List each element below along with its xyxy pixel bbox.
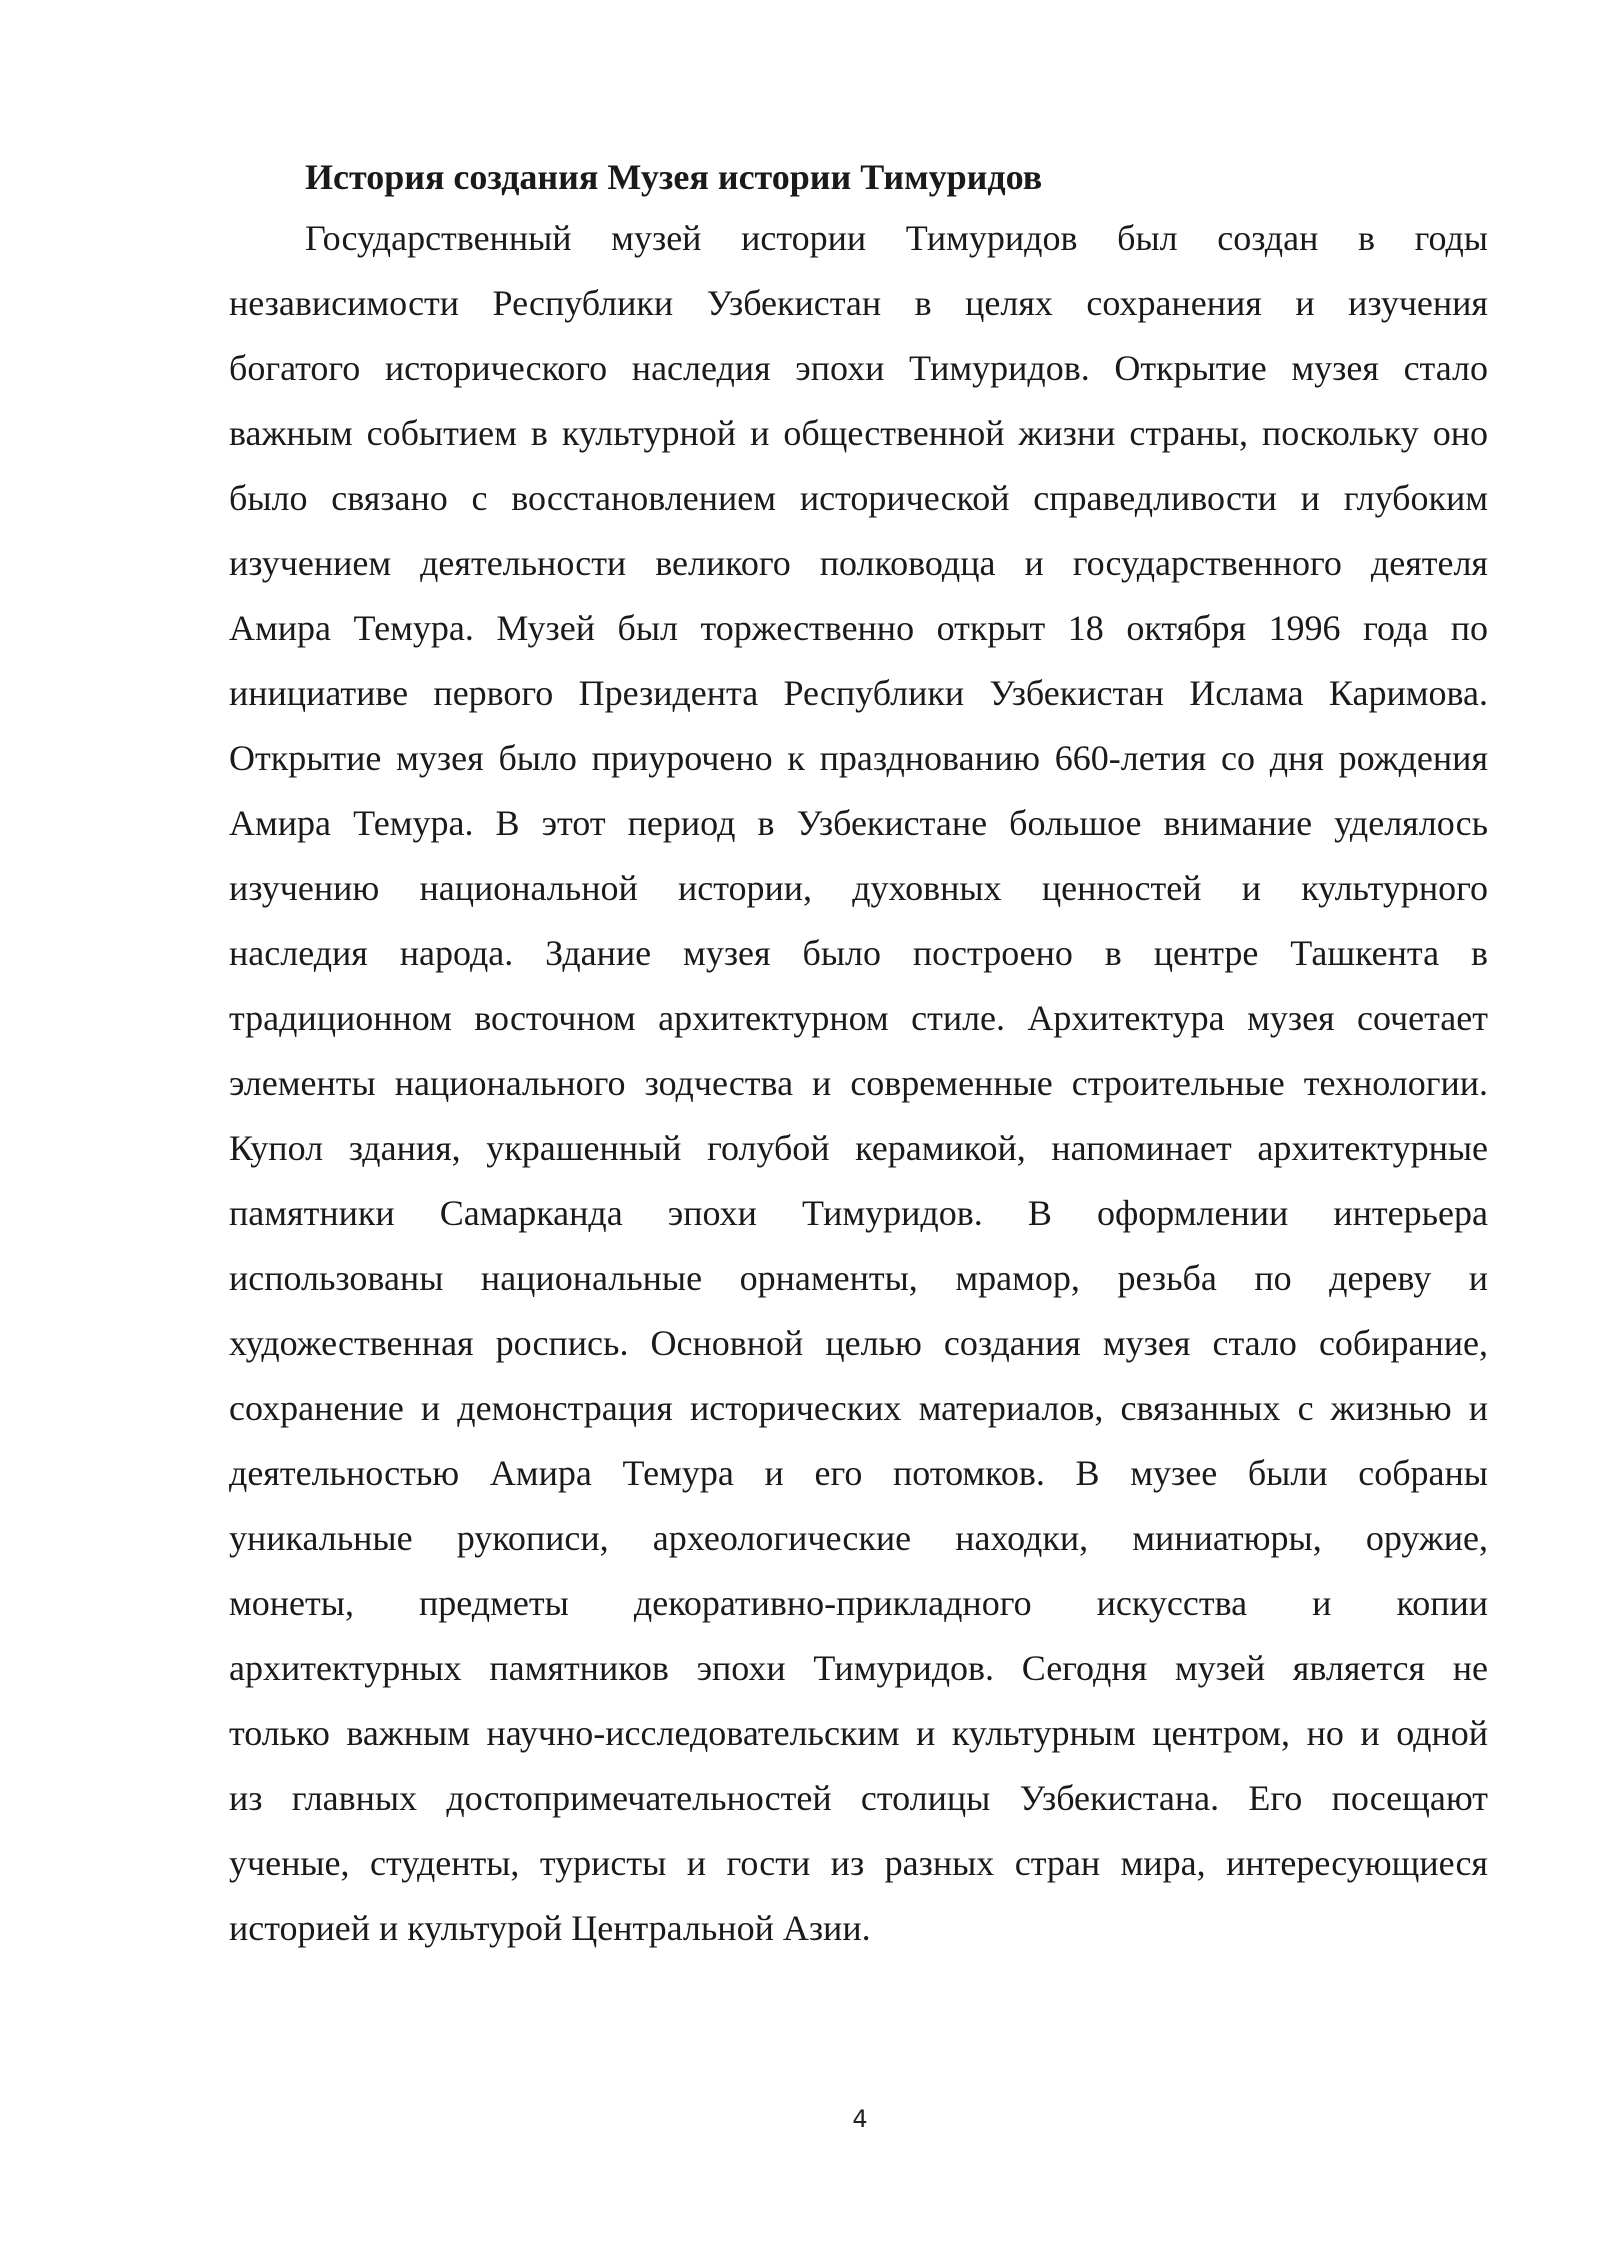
paragraph-line: наследия народа. Здание музея было построено в центре Ташкента в	[229, 933, 1488, 973]
paragraph-line: историей и культурой Центральной Азии.	[229, 1908, 871, 1948]
paragraph-line: памятники Самарканда эпохи Тимуридов. В оформлении интерьера	[229, 1193, 1488, 1233]
paragraph-line: из главных достопримечательностей столицы Узбекистана. Его посещают	[229, 1778, 1488, 1818]
paragraph-line: изучением деятельности великого полководца и государственного деятеля	[229, 543, 1488, 583]
paragraph-line: Открытие музея было приурочено к празднованию 660-летия со дня рождения	[229, 738, 1488, 778]
paragraph-line: традиционном восточном архитектурном стиле. Архитектура музея сочетает	[229, 998, 1488, 1038]
paragraph-line: богатого исторического наследия эпохи Тимуридов. Открытие музея стало	[229, 348, 1488, 388]
paragraph-line: монеты, предметы декоративно-прикладного искусства и копии	[229, 1583, 1488, 1623]
document-content	[229, 148, 1488, 1961]
paragraph-line: только важным научно-исследовательским и культурным центром, но и одной	[229, 1713, 1488, 1753]
paragraph-line: использованы национальные орнаменты, мрамор, резьба по дереву и	[229, 1258, 1488, 1298]
paragraph-line: изучению национальной истории, духовных ценностей и культурного	[229, 868, 1488, 908]
paragraph-line: архитектурных памятников эпохи Тимуридов. Сегодня музей является не	[229, 1648, 1488, 1688]
body-paragraph	[229, 206, 1488, 1961]
paragraph-line: сохранение и демонстрация исторических материалов, связанных с жизнью и	[229, 1388, 1488, 1428]
paragraph-line: Амира Темура. Музей был торжественно открыт 18 октября 1996 года по	[229, 608, 1488, 648]
paragraph-line: художественная роспись. Основной целью создания музея стало собирание,	[229, 1323, 1488, 1363]
paragraph-line: было связано с восстановлением исторической справедливости и глубоким	[229, 478, 1488, 518]
paragraph-line: Государственный музей истории Тимуридов был создан в годы	[305, 218, 1488, 258]
paragraph-line: ученые, студенты, туристы и гости из разных стран мира, интересующиеся	[229, 1843, 1488, 1883]
paragraph-line: элементы национального зодчества и современные строительные технологии.	[229, 1063, 1488, 1103]
paragraph-line: уникальные рукописи, археологические находки, миниатюры, оружие,	[229, 1518, 1488, 1558]
paragraph-line: Амира Темура. В этот период в Узбекистане большое внимание уделялось	[229, 803, 1488, 843]
paragraph-line: независимости Республики Узбекистан в целях сохранения и изучения	[229, 283, 1488, 323]
page-number: 4	[852, 2105, 868, 2133]
paragraph-line: деятельностью Амира Темура и его потомков. В музее были собраны	[229, 1453, 1488, 1493]
paragraph-line: важным событием в культурной и общественной жизни страны, поскольку оно	[229, 413, 1488, 453]
paragraph-line: Купол здания, украшенный голубой керамикой, напоминает архитектурные	[229, 1128, 1488, 1168]
paragraph-line: инициативе первого Президента Республики Узбекистан Ислама Каримова.	[229, 673, 1488, 713]
section-heading: История создания Музея истории Тимуридов	[305, 157, 1043, 197]
